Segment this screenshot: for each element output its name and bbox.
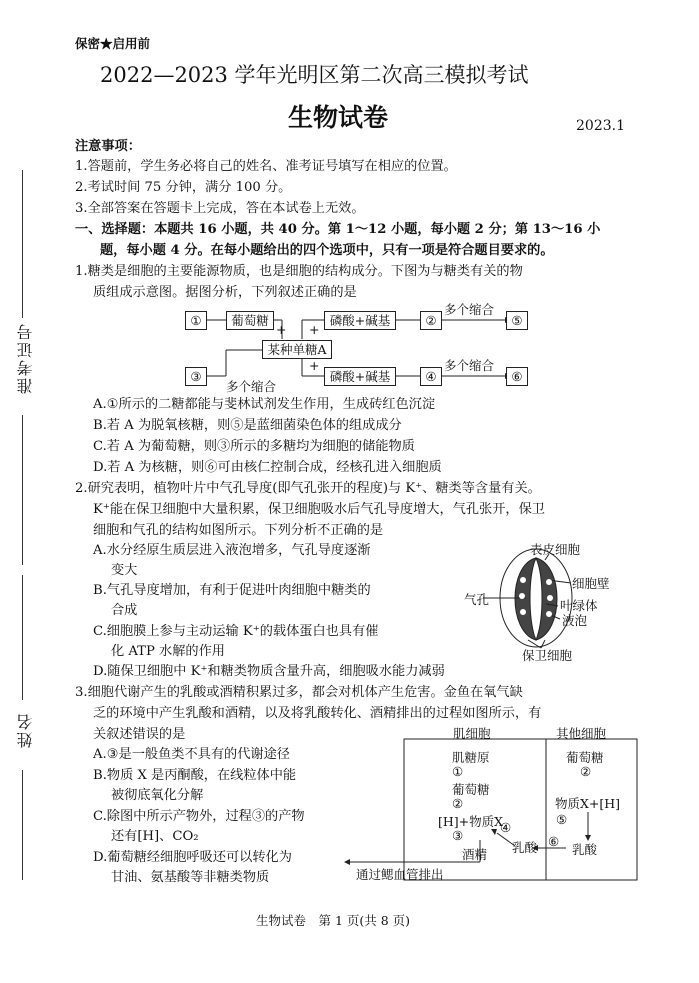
option-a-cont: 变大 [111, 563, 138, 578]
option-b-cont: 被彻底氧化分解 [111, 788, 204, 803]
option-d: D.随保卫细胞中 K⁺和糖类物质含量升高，细胞吸水能力减弱 [93, 664, 445, 679]
option-a: A.③是一般鱼类不具有的代谢途径 [93, 747, 290, 762]
condition-label: 多个缩合 [444, 302, 495, 317]
label-stoma: 气孔 [464, 592, 490, 607]
question-2-stem: 细胞和气孔的结构如图所示。下列分析不正确的是 [93, 523, 384, 538]
exam-number-label: 准考证号 [16, 322, 35, 394]
question-2-stem: 2.研究表明，植物叶片中气孔导度(即气孔张开的程度)与 K⁺、糖类等含量有关。 [75, 481, 541, 496]
question-3-stem: 乏的环境中产生乳酸和酒精，以及将乳酸转化、酒精排出的过程如图所示，有 [93, 706, 542, 721]
exam-date: 2023.1 [576, 118, 625, 134]
node-5: ⑤ [506, 311, 528, 330]
option-c: C.细胞膜上参与主动运输 K⁺的载体蛋白也具有催 [93, 624, 379, 639]
node-1: ① [185, 311, 207, 330]
node-3: ③ [185, 367, 207, 386]
node-6: ⑥ [506, 367, 528, 386]
label-chloroplast: 叶绿体 [560, 598, 598, 613]
plus-sign: + [309, 358, 320, 373]
label-guard-cell: 保卫细胞 [522, 648, 573, 663]
option-a: A.水分经原生质层进入液泡增多，气孔导度逐渐 [93, 543, 371, 558]
option-b-cont: 合成 [111, 603, 138, 618]
question-2-stem: K⁺能在保卫细胞中大量积累，保卫细胞吸水后气孔导度增大，气孔张开，保卫 [93, 502, 545, 517]
node-lactate: 乳酸 [512, 840, 538, 855]
option-b: B.气孔导度增加，有利于促进叶肉细胞中糖类的 [93, 583, 371, 598]
label-muscle-cell: 肌细胞 [453, 726, 491, 741]
notice-item: 1.答题前，学生务必将自己的姓名、准考证号填写在相应的位置。 [75, 159, 457, 174]
node-alcohol: 酒精 [462, 847, 488, 862]
notice-item: 3.全部答案在答题卡上完成，答在本试卷上无效。 [75, 201, 365, 216]
node-lactate: 乳酸 [572, 842, 598, 857]
option-c-cont: 还有[H]、CO₂ [111, 829, 199, 844]
option-a: A.①所示的二糖都能与斐林试剂发生作用，生成砖红色沉淀 [93, 397, 436, 412]
node-glucose: 葡萄糖 [226, 311, 274, 330]
node-glycogen: 肌糖原 [452, 750, 490, 765]
node-4: ④ [420, 367, 442, 386]
step-4: ④ [500, 820, 512, 835]
node-substance-x-h: 物质X+[H] [555, 796, 621, 811]
notice-heading: 注意事项： [75, 139, 141, 154]
option-c-cont: 化 ATP 水解的作用 [111, 644, 225, 659]
condition-label: 多个缩合 [444, 358, 495, 373]
option-b: B.若 A 为脱氧核糖，则⑤是蓝细菌染色体的组成成分 [93, 418, 402, 433]
condition-label: 多个缩合 [226, 379, 277, 394]
option-c: C.若 A 为葡萄糖，则③所示的多糖均为细胞的储能物质 [93, 439, 415, 454]
question-1-stem: 1.糖类是细胞的主要能源物质，也是细胞的结构成分。下图为与糖类有关的物 [75, 264, 523, 279]
label-epidermis: 表皮细胞 [530, 542, 581, 557]
step-1: ① [452, 764, 464, 779]
node-phosphate-base: 磷酸+碱基 [324, 311, 396, 330]
option-d-cont: 甘油、氨基酸等非糖类物质 [111, 870, 270, 885]
node-2: ② [420, 311, 442, 330]
option-b: B.物质 X 是丙酮酸，在线粒体中能 [93, 768, 297, 783]
page-title: 生物试卷 [288, 103, 389, 132]
name-label: 姓名 [16, 712, 35, 748]
page-footer: 生物试卷 第 1 页(共 8 页) [256, 913, 411, 928]
label-cell-wall: 细胞壁 [572, 576, 610, 591]
node-h-substance-x: [H]+物质X [438, 814, 504, 829]
section-instruction: 题，每小题 4 分。在每小题给出的四个选项中，只有一项是符合题目要求的。 [100, 243, 554, 258]
section-instruction: 一、选择题：本题共 16 小题，共 40 分。第 1～12 小题，每小题 2 分；第 13～16 小 [75, 222, 601, 237]
step-2: ② [580, 764, 592, 779]
label-gill-excretion: 通过鳃血管排出 [356, 867, 444, 882]
confidential-mark: 保密★启用前 [75, 36, 151, 51]
node-glucose: 葡萄糖 [452, 782, 490, 797]
question-1-stem: 质组成示意图。据图分析，下列叙述正确的是 [93, 285, 357, 300]
step-6: ⑥ [548, 834, 560, 849]
option-d: D.葡萄糖经细胞呼吸还可以转化为 [93, 850, 292, 865]
node-phosphate-base: 磷酸+碱基 [324, 367, 396, 386]
step-3: ③ [452, 828, 464, 843]
node-monosaccharide-a: 某种单糖A [262, 340, 332, 359]
step-5: ⑤ [556, 812, 568, 827]
label-other-cell: 其他细胞 [556, 726, 607, 741]
notice-item: 2.考试时间 75 分钟，满分 100 分。 [75, 180, 292, 195]
option-c: C.除图中所示产物外，过程③的产物 [93, 809, 305, 824]
step-2: ② [452, 796, 464, 811]
plus-sign: + [309, 322, 320, 337]
plus-sign: + [276, 322, 287, 337]
question-3-stem: 3.细胞代谢产生的乳酸或酒精积累过多，都会对机体产生危害。金鱼在氧气缺 [75, 685, 523, 700]
node-glucose: 葡萄糖 [566, 750, 604, 765]
option-d: D.若 A 为核糖，则⑥可由核仁控制合成，经核孔进入细胞质 [93, 460, 442, 475]
question-3-stem: 关叙述错误的是 [93, 727, 186, 742]
label-vacuole: 液泡 [562, 613, 588, 628]
exam-title: 2022—2023 学年光明区第二次高三模拟考试 [100, 63, 529, 87]
